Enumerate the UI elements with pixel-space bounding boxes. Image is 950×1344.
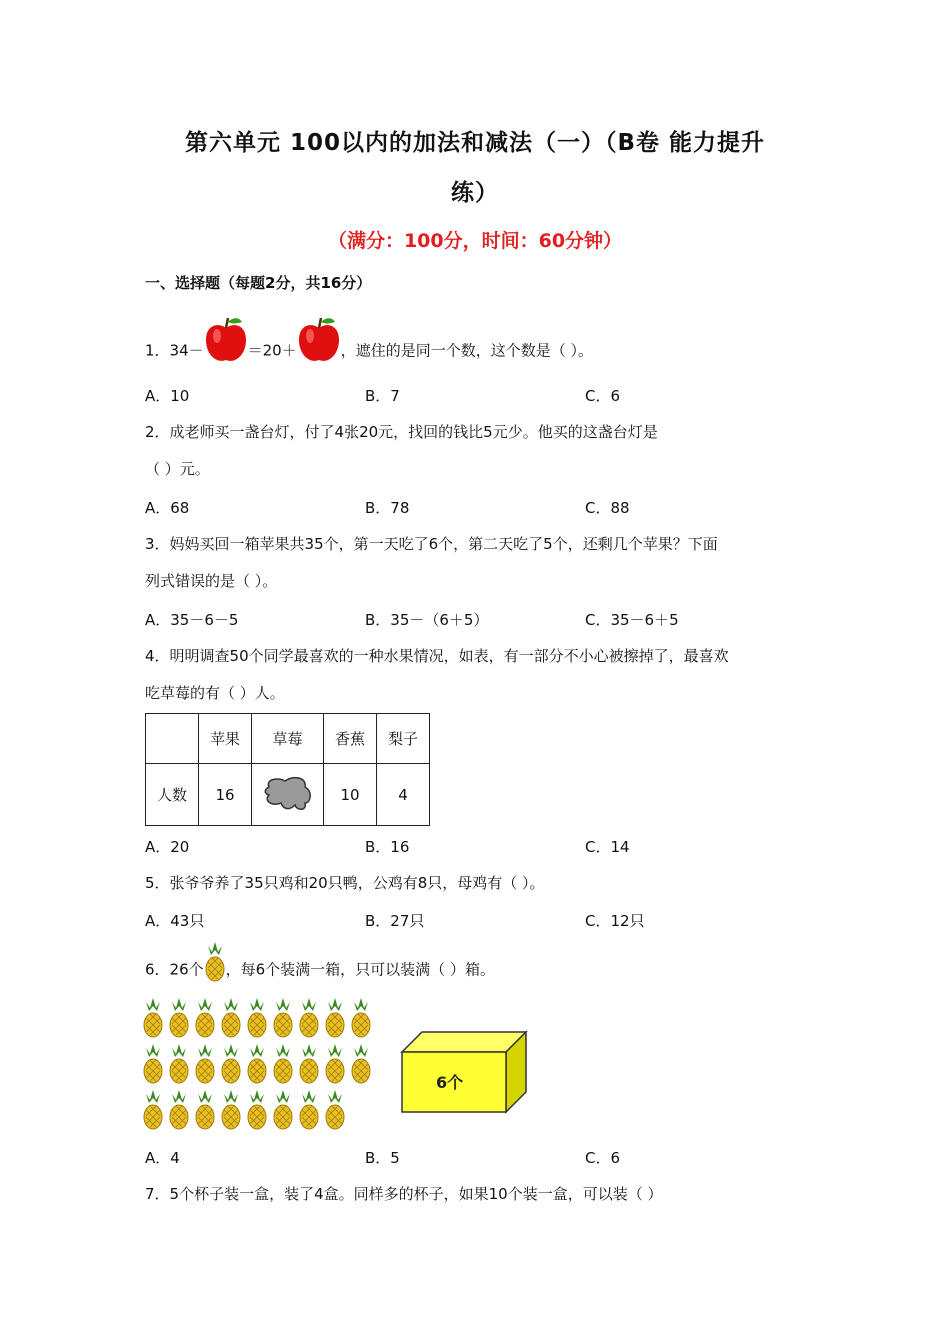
question-1-option-b[interactable]: B．7 <box>365 387 400 405</box>
pineapple-icon <box>246 998 268 1038</box>
question-4-stem-line2: 吃草莓的有（ ）人。 <box>145 684 285 702</box>
table-cell-pear: 4 <box>377 764 430 826</box>
score-time-subtitle: （满分：100分，时间：60分钟） <box>327 230 623 252</box>
pineapple-icon <box>324 1090 346 1130</box>
table-cell-banana: 10 <box>324 764 377 826</box>
question-6-option-a[interactable]: A．4 <box>145 1149 180 1167</box>
page-title-line1: 第六单元 100以内的加法和减法（一）（B卷 能力提升 <box>184 130 766 156</box>
pineapple-icon <box>194 1044 216 1084</box>
question-2-option-c[interactable]: C．88 <box>585 499 630 517</box>
question-1-stem-a: 1．34－ <box>145 341 204 360</box>
pineapple-icon <box>298 1044 320 1084</box>
pineapple-icon <box>168 1090 190 1130</box>
pineapple-icon <box>272 1090 294 1130</box>
question-4-option-a[interactable]: A．20 <box>145 838 190 856</box>
pineapple-icon <box>168 1044 190 1084</box>
question-2-stem-line1: 2．成老师买一盏台灯，付了4张20元，找回的钱比5元少。他买的这盏台灯是 <box>145 423 658 441</box>
section-heading: 一、选择题（每题2分，共16分） <box>145 274 372 292</box>
pineapple-icon <box>142 1044 164 1084</box>
table-header-row <box>146 714 430 764</box>
question-1-option-a[interactable]: A．10 <box>145 387 190 405</box>
pineapple-icon <box>350 998 372 1038</box>
ink-blot-icon <box>261 773 315 817</box>
pineapple-icon <box>142 1090 164 1130</box>
pineapple-icon <box>168 998 190 1038</box>
pineapple-icon <box>324 998 346 1038</box>
table-cell-strawberry <box>252 764 324 826</box>
table-cell-apple: 16 <box>199 764 252 826</box>
table-header-pear: 梨子 <box>377 714 430 764</box>
pineapple-icon <box>272 1044 294 1084</box>
question-7-stem: 7．5个杯子装一盒，装了4盒。同样多的杯子，如果10个装一盒，可以装（ ） <box>145 1185 663 1203</box>
pineapple-icon <box>220 1090 242 1130</box>
question-6 <box>145 942 495 998</box>
pineapple-icon <box>204 942 226 998</box>
pineapple-icon <box>298 998 320 1038</box>
question-5-option-c[interactable]: C．12只 <box>585 912 645 930</box>
pineapple-icon <box>220 998 242 1038</box>
question-5-option-b[interactable]: B．27只 <box>365 912 425 930</box>
question-3-stem-line2: 列式错误的是（ ）。 <box>145 572 278 590</box>
pineapple-icon <box>142 998 164 1038</box>
question-3-option-c[interactable]: C．35－6＋5 <box>585 611 679 629</box>
question-3-option-b[interactable]: B．35－（6＋5） <box>365 611 489 629</box>
pineapple-icon <box>350 1044 372 1084</box>
question-2-option-b[interactable]: B．78 <box>365 499 410 517</box>
table-header-banana: 香蕉 <box>324 714 377 764</box>
pineapple-icon <box>298 1090 320 1130</box>
question-5-stem: 5．张爷爷养了35只鸡和20只鸭，公鸡有8只，母鸡有（ ）。 <box>145 874 545 892</box>
page-title-line2: 练） <box>451 180 499 206</box>
table-header-strawberry: 草莓 <box>252 714 324 764</box>
table-row-label: 人数 <box>146 764 199 826</box>
question-6-option-c[interactable]: C．6 <box>585 1149 621 1167</box>
fruit-survey-table <box>145 713 430 826</box>
box-six-illustration <box>398 1030 530 1120</box>
question-4-option-c[interactable]: C．14 <box>585 838 630 856</box>
question-1 <box>145 316 593 386</box>
pineapple-icon <box>246 1090 268 1130</box>
question-6-stem-a: 6．26个 <box>145 960 204 979</box>
question-2-stem-line2: （ ）元。 <box>145 460 210 478</box>
question-6-stem-b: ，每6个装满一箱，只可以装满（ ）箱。 <box>225 960 495 979</box>
table-header-apple: 苹果 <box>199 714 252 764</box>
question-6-option-b[interactable]: B．5 <box>365 1149 400 1167</box>
box-label: 6个 <box>436 1073 464 1092</box>
question-5-option-a[interactable]: A．43只 <box>145 912 205 930</box>
pineapple-icon <box>324 1044 346 1084</box>
question-1-stem-b: ＝20＋ <box>247 341 297 360</box>
pineapple-icon <box>246 1044 268 1084</box>
question-4-stem-line1: 4．明明调查50个同学最喜欢的一种水果情况，如表，有一部分不小心被擦掉了，最喜欢 <box>145 647 729 665</box>
pineapple-icon <box>272 998 294 1038</box>
apple-icon <box>297 316 341 386</box>
question-1-stem-c: ，遮住的是同一个数，这个数是（ ）。 <box>340 341 594 360</box>
pineapple-icon <box>220 1044 242 1084</box>
apple-icon <box>204 316 248 386</box>
question-4-option-b[interactable]: B．16 <box>365 838 410 856</box>
pineapple-icon <box>194 1090 216 1130</box>
question-3-stem-line1: 3．妈妈买回一箱苹果共35个，第一天吃了6个，第二天吃了5个，还剩几个苹果？下面 <box>145 535 718 553</box>
table-row <box>146 764 430 826</box>
question-3-option-a[interactable]: A．35－6－5 <box>145 611 239 629</box>
question-2-option-a[interactable]: A．68 <box>145 499 190 517</box>
question-1-option-c[interactable]: C．6 <box>585 387 621 405</box>
table-corner-cell <box>146 714 199 764</box>
pineapple-icon <box>194 998 216 1038</box>
